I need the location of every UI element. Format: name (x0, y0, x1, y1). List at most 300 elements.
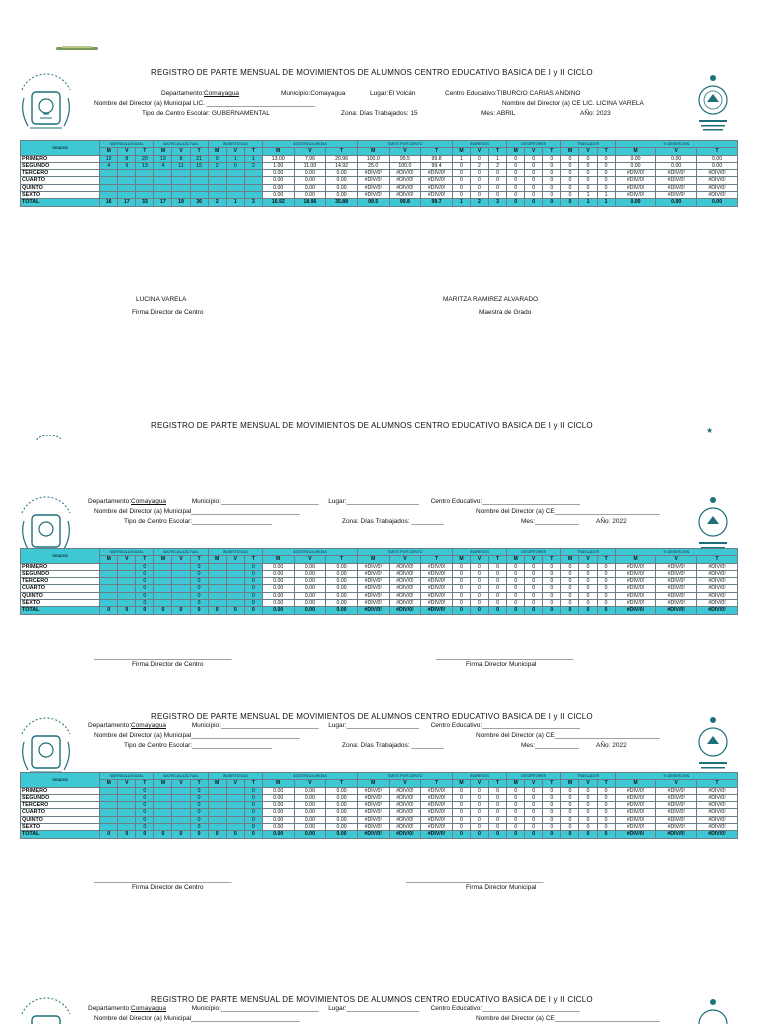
table-cell[interactable] (172, 191, 190, 198)
table-cell[interactable] (100, 823, 118, 830)
table-cell[interactable] (190, 170, 208, 177)
table-cell[interactable] (208, 170, 226, 177)
grade-label: QUINTO (21, 592, 100, 599)
table-cell: 0 (597, 823, 615, 830)
table-cell[interactable] (208, 809, 226, 816)
table-cell: #DIV/0! (615, 184, 656, 191)
table-cell[interactable]: 8 (172, 155, 190, 162)
table-cell[interactable] (154, 563, 172, 570)
municipio-value[interactable]: Comayagua (310, 90, 346, 97)
table-cell[interactable] (226, 809, 244, 816)
director-municipal-value[interactable]: ______________________________ (191, 1015, 300, 1022)
table-cell[interactable] (208, 578, 226, 585)
table-cell[interactable] (226, 578, 244, 585)
table-cell[interactable] (100, 170, 118, 177)
table-cell[interactable]: 0 (244, 599, 262, 606)
table-cell: #DIV/0! (357, 607, 389, 614)
director-ce-field (476, 732, 660, 739)
table-cell[interactable] (172, 823, 190, 830)
centro-value[interactable]: ___________________________ (482, 1005, 580, 1012)
table-cell: 0 (172, 831, 190, 838)
table-cell: 0 (470, 585, 488, 592)
table-cell[interactable]: 0 (244, 802, 262, 809)
column-sub-header: T (697, 148, 738, 155)
table-cell[interactable] (226, 823, 244, 830)
table-cell[interactable] (100, 794, 118, 801)
table-cell[interactable] (100, 578, 118, 585)
table-cell[interactable]: 0 (244, 794, 262, 801)
table-cell: 0 (579, 578, 597, 585)
table-cell[interactable] (208, 177, 226, 184)
table-cell: 0 (244, 607, 262, 614)
table-cell[interactable]: 0 (136, 599, 154, 606)
table-cell[interactable] (226, 570, 244, 577)
table-cell: 0 (579, 162, 597, 169)
table-cell: 0.00 (697, 162, 738, 169)
column-sub-header: T (326, 148, 358, 155)
table-cell: 0 (154, 607, 172, 614)
table-cell[interactable] (118, 585, 136, 592)
table-cell: #DIV/0! (697, 802, 738, 809)
anio-value[interactable]: 2023 (596, 110, 611, 117)
table-cell: 0 (579, 607, 597, 614)
table-cell[interactable] (154, 802, 172, 809)
table-cell: #DIV/0! (389, 177, 421, 184)
table-cell[interactable] (118, 823, 136, 830)
table-cell[interactable] (172, 578, 190, 585)
table-cell[interactable] (208, 570, 226, 577)
table-row (21, 585, 738, 592)
column-sub-header: M (615, 780, 656, 787)
table-cell[interactable]: 0 (190, 816, 208, 823)
column-group-header: TANTO POR CIENTO (357, 549, 452, 556)
form-header-row1 (88, 498, 580, 505)
table-cell[interactable]: 12 (100, 155, 118, 162)
table-cell: 36 (190, 199, 208, 206)
table-cell[interactable] (208, 563, 226, 570)
table-cell[interactable]: 0 (244, 592, 262, 599)
table-cell[interactable] (154, 823, 172, 830)
table-cell[interactable]: 0 (244, 787, 262, 794)
table-cell[interactable] (118, 170, 136, 177)
table-cell: 0 (136, 607, 154, 614)
table-cell[interactable] (118, 177, 136, 184)
table-cell[interactable]: 0 (136, 592, 154, 599)
table-cell[interactable] (208, 191, 226, 198)
table-cell[interactable] (154, 816, 172, 823)
table-cell[interactable] (118, 578, 136, 585)
table-cell: #DIV/0! (656, 607, 697, 614)
grade-label: CUARTO (21, 809, 100, 816)
table-cell[interactable]: 0 (190, 787, 208, 794)
table-cell[interactable] (100, 816, 118, 823)
table-cell[interactable] (172, 170, 190, 177)
table-cell: #DIV/0! (421, 570, 453, 577)
municipio-value[interactable]: ___________________________ (220, 722, 319, 729)
column-sub-header: V (226, 556, 244, 563)
table-cell[interactable]: 0 (136, 794, 154, 801)
departamento-label: Departamento: (88, 1005, 131, 1012)
table-cell[interactable] (136, 170, 154, 177)
lugar-value[interactable]: ____________________ (346, 722, 419, 729)
table-cell[interactable]: 15 (190, 162, 208, 169)
table-row (21, 563, 738, 570)
table-row (21, 599, 738, 606)
table-cell[interactable] (244, 184, 262, 191)
table-cell[interactable]: 0 (190, 578, 208, 585)
table-cell[interactable] (154, 809, 172, 816)
table-cell[interactable]: 0 (208, 155, 226, 162)
table-cell: 0 (507, 199, 525, 206)
table-cell[interactable] (244, 191, 262, 198)
table-cell: 99.8 (389, 199, 421, 206)
departamento-value[interactable]: Comayagua (131, 498, 167, 505)
table-cell[interactable] (208, 823, 226, 830)
table-cell: 0 (489, 816, 507, 823)
table-cell[interactable] (118, 563, 136, 570)
table-cell: 0 (525, 802, 543, 809)
table-cell[interactable] (154, 184, 172, 191)
table-cell[interactable] (154, 592, 172, 599)
table-cell[interactable] (226, 592, 244, 599)
table-cell[interactable] (172, 816, 190, 823)
departamento-value[interactable]: Comayagua (131, 1005, 167, 1012)
table-cell[interactable] (208, 816, 226, 823)
table-cell[interactable]: 1 (244, 155, 262, 162)
table-cell: 33 (136, 199, 154, 206)
table-cell: 0 (507, 570, 525, 577)
table-cell[interactable]: 0 (136, 787, 154, 794)
table-cell[interactable] (100, 809, 118, 816)
table-cell[interactable] (208, 787, 226, 794)
table-cell: 2 (470, 162, 488, 169)
director-ce-value[interactable]: _____________________________ (554, 508, 660, 515)
school-crest-icon (16, 68, 76, 138)
director-ce-value[interactable]: LIC. LICINA VARELA (582, 100, 644, 107)
table-cell[interactable]: 0 (190, 809, 208, 816)
table-cell: 0.00 (294, 816, 326, 823)
table-cell[interactable] (100, 599, 118, 606)
table-cell[interactable]: 0 (244, 823, 262, 830)
table-row (21, 570, 738, 577)
table-cell[interactable] (172, 599, 190, 606)
table-cell[interactable] (172, 809, 190, 816)
table-cell[interactable] (154, 787, 172, 794)
table-cell[interactable] (226, 816, 244, 823)
table-cell: 0.00 (294, 191, 326, 198)
table-cell[interactable]: 8 (118, 155, 136, 162)
table-cell[interactable]: 1 (226, 155, 244, 162)
director-municipal-label: Nombre del Director (a) Municipal (94, 508, 192, 515)
table-cell[interactable]: 0 (244, 570, 262, 577)
table-cell: 0 (489, 607, 507, 614)
table-cell[interactable]: 4 (100, 162, 118, 169)
table-cell[interactable] (118, 599, 136, 606)
table-cell[interactable]: 0 (190, 599, 208, 606)
column-sub-header: M (561, 780, 579, 787)
table-cell[interactable] (118, 809, 136, 816)
director-ce-value[interactable]: _____________________________ (554, 732, 660, 739)
lugar-value[interactable]: El Volcán (388, 90, 416, 97)
table-cell[interactable]: 0 (244, 578, 262, 585)
table-cell[interactable]: 0 (244, 816, 262, 823)
tipo-centro-value[interactable]: ______________________ (192, 518, 272, 525)
director-ce-label: Nombre del Director (a) CE (476, 508, 555, 515)
dias-value[interactable]: 15 (410, 110, 418, 117)
form-title: REGISTRO DE PARTE MENSUAL DE MOVIMIENTOS DE ALUMNOS CENTRO EDUCATIVO BASICA DE I y II CICLO (151, 421, 593, 430)
column-sub-header: V (118, 148, 136, 155)
grade-label: SEGUNDO (21, 570, 100, 577)
table-cell: 0 (525, 809, 543, 816)
grade-label: SEXTO (21, 191, 100, 198)
table-cell[interactable] (172, 802, 190, 809)
table-cell[interactable] (208, 592, 226, 599)
table-cell: #DIV/0! (421, 802, 453, 809)
table-cell: 0 (470, 802, 488, 809)
table-cell[interactable] (136, 191, 154, 198)
grados-header: GRADOS (21, 549, 100, 564)
table-cell[interactable]: 2 (208, 162, 226, 169)
table-cell: #DIV/0! (615, 585, 656, 592)
table-cell[interactable] (118, 184, 136, 191)
column-sub-header: M (357, 780, 389, 787)
table-cell: 0 (470, 809, 488, 816)
table-cell[interactable]: 0 (190, 570, 208, 577)
table-cell[interactable] (190, 184, 208, 191)
table-cell[interactable]: 0 (190, 823, 208, 830)
table-cell[interactable] (172, 177, 190, 184)
table-cell: 17 (118, 199, 136, 206)
table-cell[interactable]: 0 (190, 563, 208, 570)
table-cell[interactable]: 4 (154, 162, 172, 169)
table-cell[interactable] (100, 592, 118, 599)
table-cell: #DIV/0! (357, 823, 389, 830)
table-cell[interactable] (208, 184, 226, 191)
table-cell[interactable] (154, 794, 172, 801)
table-cell: 0.00 (294, 570, 326, 577)
column-group-header: MATRICULA ACTUAL (154, 141, 208, 148)
table-cell[interactable] (226, 585, 244, 592)
table-cell[interactable]: 0 (136, 809, 154, 816)
table-cell[interactable] (190, 177, 208, 184)
table-cell[interactable] (208, 599, 226, 606)
table-cell[interactable] (100, 184, 118, 191)
table-cell: 0.00 (326, 809, 358, 816)
table-cell[interactable] (136, 177, 154, 184)
table-cell[interactable] (226, 184, 244, 191)
table-cell: 0.00 (262, 816, 294, 823)
table-cell[interactable]: 0 (244, 585, 262, 592)
table-cell: 0 (470, 578, 488, 585)
table-cell: 0 (561, 816, 579, 823)
table-cell[interactable] (118, 794, 136, 801)
form-header-row1 (88, 722, 580, 729)
table-cell[interactable] (100, 802, 118, 809)
mes-value[interactable]: ABRIL (496, 110, 516, 117)
dias-value[interactable]: _________ (411, 518, 444, 525)
table-cell[interactable]: 0 (136, 816, 154, 823)
table-cell: 0 (489, 802, 507, 809)
tipo-centro-label: Tipo de Centro Escolar: (124, 518, 193, 525)
table-cell[interactable] (100, 787, 118, 794)
table-cell[interactable] (226, 802, 244, 809)
table-cell[interactable] (244, 177, 262, 184)
table-cell[interactable]: 13 (136, 162, 154, 169)
table-cell: 0.00 (262, 184, 294, 191)
table-cell: 0 (470, 184, 488, 191)
tipo-centro-value[interactable]: ______________________ (192, 742, 272, 749)
table-cell: 0.00 (262, 570, 294, 577)
anio-value[interactable]: 2022 (612, 518, 627, 525)
lugar-value[interactable]: ____________________ (346, 498, 419, 505)
table-cell[interactable] (208, 585, 226, 592)
table-cell[interactable]: 0 (190, 794, 208, 801)
table-cell[interactable] (172, 787, 190, 794)
anio-value[interactable]: 2022 (612, 742, 627, 749)
table-cell[interactable] (154, 578, 172, 585)
column-sub-header: V (525, 780, 543, 787)
table-cell: 0.00 (326, 802, 358, 809)
table-cell: 0.00 (615, 199, 656, 206)
table-cell[interactable] (244, 170, 262, 177)
centro-value[interactable]: ___________________________ (482, 498, 580, 505)
table-cell: 0 (507, 831, 525, 838)
table-cell[interactable]: 9 (118, 162, 136, 169)
table-cell[interactable] (226, 563, 244, 570)
table-cell[interactable] (118, 787, 136, 794)
table-cell[interactable] (226, 170, 244, 177)
table-cell[interactable]: 0 (226, 162, 244, 169)
mes-value[interactable]: ____________ (535, 742, 579, 749)
table-cell[interactable]: 20 (136, 155, 154, 162)
table-cell[interactable]: 0 (136, 578, 154, 585)
table-cell[interactable]: 0 (136, 563, 154, 570)
table-cell: 0 (470, 787, 488, 794)
grade-label: QUINTO (21, 184, 100, 191)
tipo-centro-label: Tipo de Centro Escolar: (142, 110, 211, 117)
table-cell[interactable] (118, 592, 136, 599)
table-cell[interactable] (118, 570, 136, 577)
table-cell[interactable] (154, 599, 172, 606)
table-cell[interactable] (208, 802, 226, 809)
table-cell: 0 (507, 794, 525, 801)
table-cell: 0 (470, 170, 488, 177)
mes-value[interactable]: ____________ (535, 518, 579, 525)
table-cell[interactable] (226, 177, 244, 184)
table-cell[interactable] (226, 787, 244, 794)
table-cell: 0 (561, 170, 579, 177)
table-cell[interactable]: 0 (244, 563, 262, 570)
table-cell: 0 (507, 162, 525, 169)
director-municipal-value[interactable]: ______________________________ (191, 732, 300, 739)
table-cell[interactable] (100, 191, 118, 198)
table-cell[interactable] (100, 570, 118, 577)
column-sub-header: V (172, 148, 190, 155)
table-cell: #DIV/0! (656, 592, 697, 599)
table-cell: 0.00 (262, 563, 294, 570)
table-cell[interactable] (118, 802, 136, 809)
table-cell[interactable]: 0 (136, 585, 154, 592)
table-cell[interactable]: 13 (154, 155, 172, 162)
table-cell[interactable] (226, 191, 244, 198)
table-cell[interactable] (172, 585, 190, 592)
column-group-header: ASISTENCIA MEDIA (262, 141, 357, 148)
table-cell[interactable]: 0 (244, 809, 262, 816)
departamento-value[interactable]: Comayagua (131, 722, 167, 729)
column-sub-header: T (244, 556, 262, 563)
table-cell: #DIV/0! (357, 787, 389, 794)
municipio-value[interactable]: ___________________________ (220, 1005, 319, 1012)
column-group-header: % DESERCION (615, 141, 737, 148)
table-cell: 0 (525, 191, 543, 198)
table-cell[interactable] (172, 794, 190, 801)
column-sub-header: M (615, 556, 656, 563)
table-cell[interactable]: 0 (190, 802, 208, 809)
table-cell: #DIV/0! (357, 809, 389, 816)
table-cell: 0 (543, 802, 561, 809)
table-cell[interactable] (208, 794, 226, 801)
municipio-value[interactable]: ___________________________ (220, 498, 319, 505)
table-cell[interactable] (226, 794, 244, 801)
table-cell[interactable]: 0 (136, 802, 154, 809)
table-cell[interactable]: 0 (136, 823, 154, 830)
table-cell: #DIV/0! (615, 177, 656, 184)
table-cell: 35.88 (326, 199, 358, 206)
director-municipal-label: Nombre del Director (a) Municipal (94, 732, 192, 739)
table-cell[interactable]: 0 (190, 585, 208, 592)
grade-label: SEGUNDO (21, 794, 100, 801)
column-sub-header: M (154, 148, 172, 155)
table-cell[interactable]: 21 (190, 155, 208, 162)
departamento-value[interactable]: Comayagua (204, 90, 240, 97)
table-cell[interactable] (154, 170, 172, 177)
table-cell[interactable] (226, 599, 244, 606)
table-cell: 0 (597, 787, 615, 794)
table-cell[interactable] (118, 816, 136, 823)
director-ce-value[interactable]: _____________________________ (554, 1015, 660, 1022)
table-cell: 0 (489, 170, 507, 177)
director-municipal-value[interactable]: ______________________________ (191, 508, 300, 515)
table-cell[interactable]: 2 (244, 162, 262, 169)
table-cell[interactable] (100, 563, 118, 570)
table-cell[interactable] (172, 184, 190, 191)
table-cell[interactable] (190, 191, 208, 198)
table-cell[interactable] (172, 592, 190, 599)
centro-value[interactable]: TIBURCIO CARIAS ANDINO (496, 90, 581, 97)
centro-value[interactable]: ___________________________ (482, 722, 580, 729)
table-cell: 0 (452, 599, 470, 606)
table-cell[interactable] (154, 585, 172, 592)
dias-value[interactable]: _________ (411, 742, 444, 749)
table-cell[interactable] (100, 585, 118, 592)
lugar-value[interactable]: ____________________ (346, 1005, 419, 1012)
table-cell[interactable] (172, 570, 190, 577)
table-cell[interactable] (172, 563, 190, 570)
table-cell[interactable]: 0 (136, 570, 154, 577)
table-cell[interactable] (118, 191, 136, 198)
table-cell[interactable] (100, 177, 118, 184)
table-cell[interactable]: 0 (190, 592, 208, 599)
table-cell: 0 (452, 578, 470, 585)
table-cell[interactable] (154, 177, 172, 184)
tipo-centro-value[interactable]: GUBERNAMENTAL (211, 110, 270, 117)
table-cell[interactable] (154, 191, 172, 198)
table-cell[interactable] (154, 570, 172, 577)
director-municipal-value[interactable]: LIC. ______________________________ (192, 100, 316, 107)
table-cell[interactable]: 11 (172, 162, 190, 169)
signature-left-role: Firma Director de Centro (132, 884, 204, 891)
table-cell[interactable] (136, 184, 154, 191)
